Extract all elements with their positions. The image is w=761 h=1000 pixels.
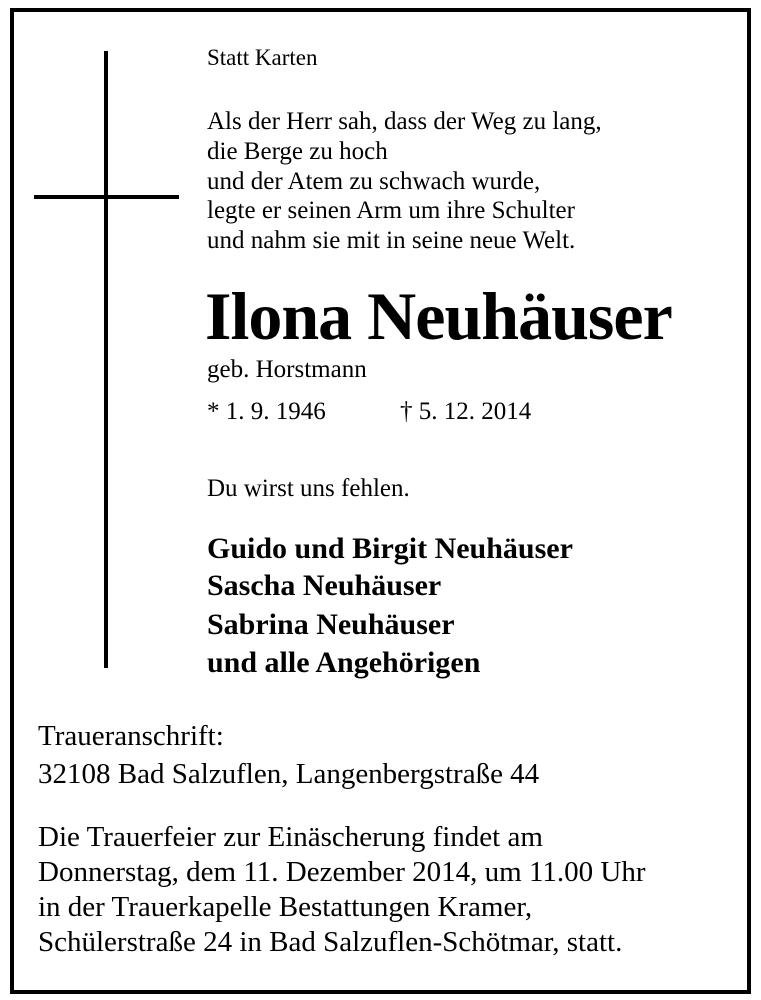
ceremony-line: Die Trauerfeier zur Einäscherung findet am xyxy=(38,821,543,853)
ceremony-line: Schülerstraße 24 in Bad Salzuflen-Schötmar, statt. xyxy=(38,926,623,958)
mourner-name: Sascha Neuhäuser xyxy=(207,569,442,602)
cross-vertical-bar xyxy=(104,51,108,668)
deceased-name: Ilona Neuhäuser xyxy=(205,278,672,354)
mourner-name: und alle Angehörigen xyxy=(207,646,481,679)
address-label: Traueranschrift: xyxy=(38,720,224,752)
address-text: 32108 Bad Salzuflen, Langenbergstraße 44 xyxy=(38,758,540,790)
verse-line: die Berge zu hoch xyxy=(207,138,388,165)
verse-line: und nahm sie mit in seine neue Welt. xyxy=(207,227,576,254)
verse-line: und der Atem zu schwach wurde, xyxy=(207,168,541,195)
mourner-name: Sabrina Neuhäuser xyxy=(207,608,455,641)
maiden-name: geb. Horstmann xyxy=(207,356,367,383)
mourner-name: Guido und Birgit Neuhäuser xyxy=(207,532,573,565)
ceremony-line: Donnerstag, dem 11. Dezember 2014, um 11.00 Uhr xyxy=(38,856,646,888)
verse-line: legte er seinen Arm um ihre Schulter xyxy=(207,197,575,224)
cross-horizontal-bar xyxy=(34,195,179,199)
ceremony-line: in der Trauerkapelle Bestattungen Kramer, xyxy=(38,891,533,923)
birth-date: * 1. 9. 1946 xyxy=(207,398,326,425)
notice-heading: Statt Karten xyxy=(207,45,318,70)
farewell-text: Du wirst uns fehlen. xyxy=(207,475,410,502)
verse-line: Als der Herr sah, dass der Weg zu lang, xyxy=(207,108,602,135)
death-date: † 5. 12. 2014 xyxy=(400,398,532,425)
